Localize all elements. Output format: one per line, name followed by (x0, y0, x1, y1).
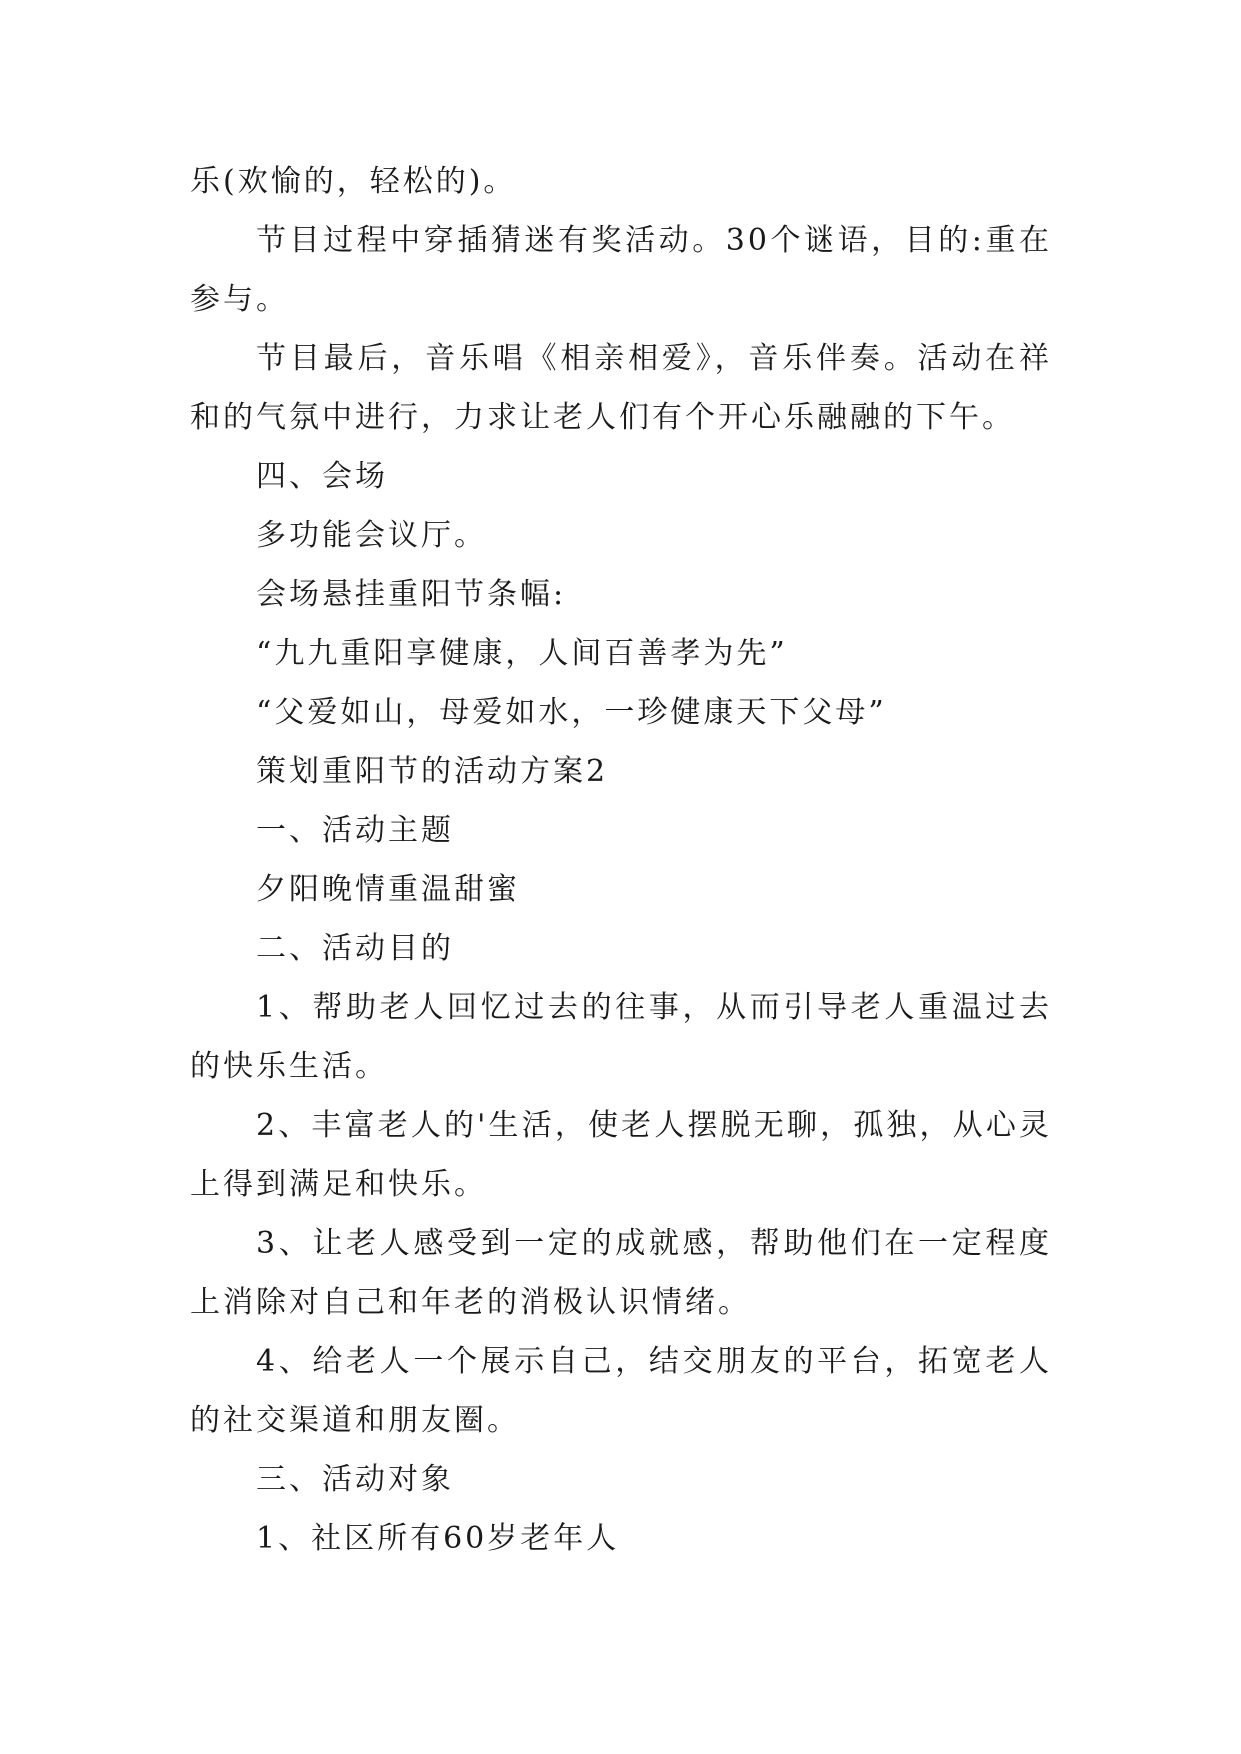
purpose-item-3: 3、让老人感受到一定的成就感，帮助他们在一定程度上消除对自己和年老的消极认识情绪。 (190, 1226, 1052, 1320)
paragraph-banner-intro: 会场悬挂重阳节条幅: (256, 577, 567, 612)
paragraph-3: 节目最后，音乐唱《相亲相爱》，音乐伴奏。活动在祥和的气氛中进行，力求让老人们有个开心乐融融的下午。 (190, 341, 1052, 435)
section-heading-audience: 三、活动对象 (256, 1462, 454, 1497)
banner-quote-2: “父爱如山，母爱如水，一珍健康天下父母” (256, 695, 887, 730)
paragraph-2: 节目过程中穿插猜迷有奖活动。30个谜语，目的:重在参与。 (190, 223, 1052, 317)
paragraph-venue: 多功能会议厅。 (256, 518, 487, 553)
audience-item-1: 1、社区所有60岁老年人 (256, 1521, 620, 1556)
plan-title-2: 策划重阳节的活动方案2 (256, 754, 609, 789)
section-heading-venue: 四、会场 (256, 459, 388, 494)
paragraph-1: 乐(欢愉的，轻松的)。 (190, 164, 517, 199)
section-heading-purpose: 二、活动目的 (256, 931, 454, 966)
purpose-item-2: 2、丰富老人的'生活，使老人摆脱无聊，孤独，从心灵上得到满足和快乐。 (190, 1108, 1052, 1202)
purpose-item-4: 4、给老人一个展示自己，结交朋友的平台，拓宽老人的社交渠道和朋友圈。 (190, 1344, 1052, 1438)
banner-quote-1: “九九重阳享健康，人间百善孝为先” (256, 636, 788, 671)
document-body (190, 152, 1052, 1568)
purpose-item-1: 1、帮助老人回忆过去的往事，从而引导老人重温过去的快乐生活。 (190, 990, 1052, 1084)
section-heading-theme: 一、活动主题 (256, 813, 454, 848)
paragraph-theme: 夕阳晚情重温甜蜜 (256, 872, 520, 907)
